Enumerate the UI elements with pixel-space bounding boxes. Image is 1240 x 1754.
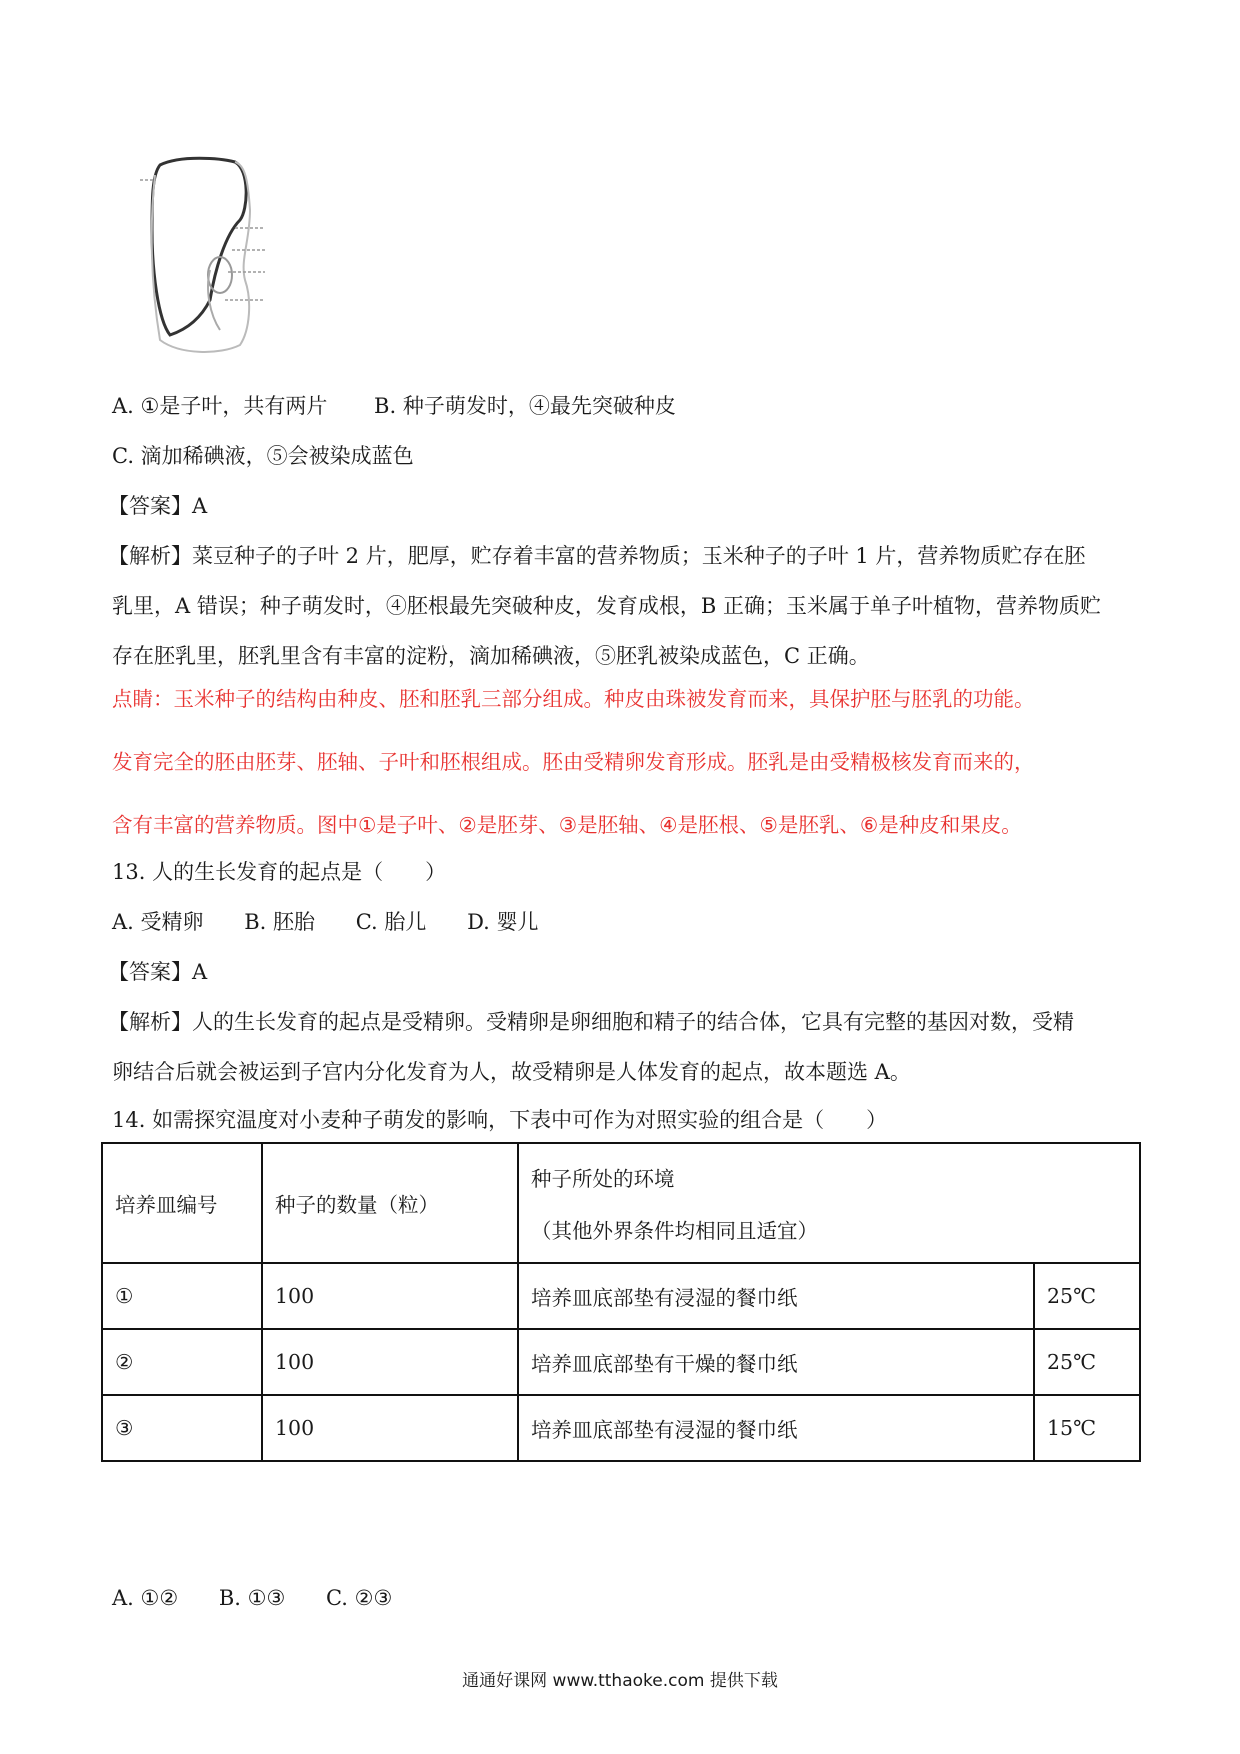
header-environment (518, 1143, 1140, 1263)
q12-option-a: A. ①是子叶，共有两片 (112, 394, 328, 418)
q13-option-a: A. 受精卵 (112, 910, 204, 934)
cell-dish: ② (102, 1329, 262, 1395)
cell-dish: ① (102, 1263, 262, 1329)
q12-tip-line-2: 发育完全的胚由胚芽、胚轴、子叶和胚根组成。胚由受精卵发育形成。胚乳是由受精极核发育而来的， (112, 750, 1035, 774)
cell-environment: 培养皿底部垫有浸湿的餐巾纸 (518, 1263, 1034, 1329)
cell-temperature: 25℃ (1034, 1263, 1140, 1329)
q12-options-row-1 (112, 392, 676, 420)
q12-tip-line-1: 点睛：玉米种子的结构由种皮、胚和胚乳三部分组成。种皮由珠被发育而来，具保护胚与胚乳的功能。 (112, 687, 1035, 711)
q12-analysis-line-1: 【解析】菜豆种子的子叶 2 片，肥厚，贮存着丰富的营养物质；玉米种子的子叶 1 片，营养物质贮存在胚 (108, 544, 1086, 568)
q13-option-c: C. 胎儿 (355, 910, 427, 934)
cell-count: 100 (262, 1395, 518, 1461)
q14-option-b: B. ①③ (218, 1586, 286, 1610)
cell-count: 100 (262, 1329, 518, 1395)
q12-answer: 【答案】A (108, 494, 208, 518)
header-environment-title: 种子所处的环境 (531, 1167, 675, 1191)
corn-seed-diagram (140, 150, 300, 370)
table-header-row (102, 1143, 1140, 1263)
q13-options-row (112, 908, 539, 936)
q12-option-c: C. 滴加稀碘液，⑤会被染成蓝色 (112, 444, 414, 468)
table-row (102, 1329, 1140, 1395)
q12-analysis-line-2: 乳里，A 错误；种子萌发时，④胚根最先突破种皮，发育成根，B 正确；玉米属于单子叶植物，营养物质贮 (112, 594, 1101, 618)
q13-option-b: B. 胚胎 (244, 910, 316, 934)
header-seed-count: 种子的数量（粒） (262, 1143, 518, 1263)
q12-option-b: B. 种子萌发时，④最先突破种皮 (374, 394, 676, 418)
q13-analysis-line-2: 卵结合后就会被运到子宫内分化发育为人，故受精卵是人体发育的起点，故本题选 A。 (112, 1060, 911, 1084)
q13-analysis-line-1: 【解析】人的生长发育的起点是受精卵。受精卵是卵细胞和精子的结合体，它具有完整的基因对数，受精 (108, 1010, 1074, 1034)
header-environment-note: （其他外界条件均相同且适宜） (531, 1219, 818, 1243)
cell-dish: ③ (102, 1395, 262, 1461)
q14-options-row (112, 1584, 392, 1612)
q13-question: 13. 人的生长发育的起点是（ ） (112, 860, 447, 884)
page-footer: 通通好课网 www.tthaoke.com 提供下载 (462, 1671, 778, 1691)
q13-option-d: D. 婴儿 (467, 910, 539, 934)
cell-temperature: 25℃ (1034, 1329, 1140, 1395)
q14-question: 14. 如需探究温度对小麦种子萌发的影响，下表中可作为对照实验的组合是（ ） (112, 1108, 888, 1132)
cell-environment: 培养皿底部垫有干燥的餐巾纸 (518, 1329, 1034, 1395)
q12-analysis-line-3: 存在胚乳里，胚乳里含有丰富的淀粉，滴加稀碘液，⑤胚乳被染成蓝色，C 正确。 (112, 644, 870, 668)
q12-tip-line-3: 含有丰富的营养物质。图中①是子叶、②是胚芽、③是胚轴、④是胚根、⑤是胚乳、⑥是种皮和果皮。 (112, 813, 1022, 837)
cell-temperature: 15℃ (1034, 1395, 1140, 1461)
table-row (102, 1263, 1140, 1329)
cell-count: 100 (262, 1263, 518, 1329)
table-row (102, 1395, 1140, 1461)
q14-table (101, 1142, 1141, 1462)
q14-option-c: C. ②③ (325, 1586, 393, 1610)
header-dish-number: 培养皿编号 (102, 1143, 262, 1263)
q14-option-a: A. ①② (112, 1586, 179, 1610)
q13-answer: 【答案】A (108, 960, 208, 984)
cell-environment: 培养皿底部垫有浸湿的餐巾纸 (518, 1395, 1034, 1461)
